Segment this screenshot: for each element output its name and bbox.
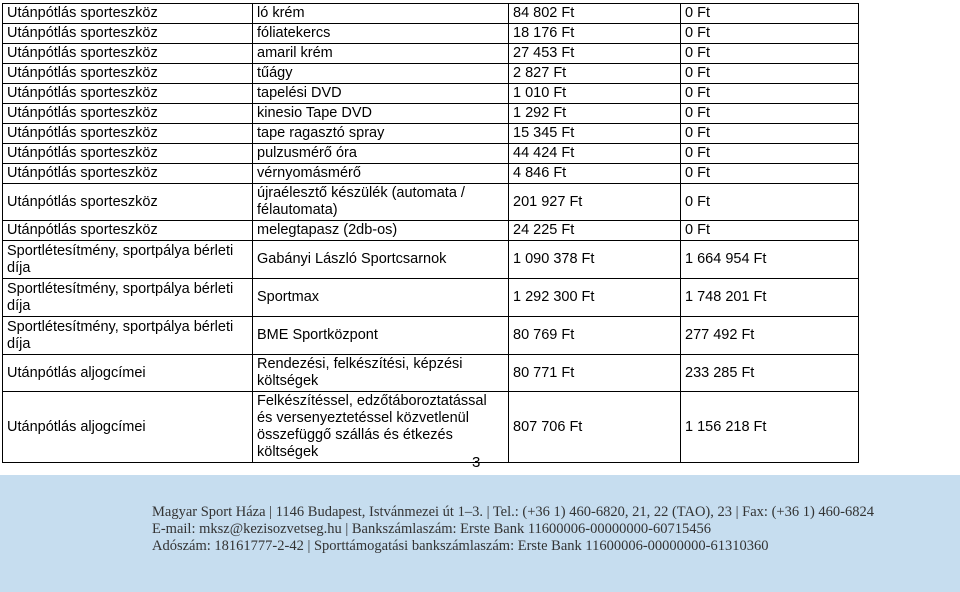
amount2-cell: 1 748 201 Ft	[681, 279, 859, 317]
item-cell: fóliatekercs	[253, 24, 509, 44]
table-row	[3, 64, 859, 84]
amount2-cell: 0 Ft	[681, 4, 859, 24]
amount1-cell: 1 292 Ft	[509, 104, 681, 124]
amount2-cell: 0 Ft	[681, 64, 859, 84]
amount1-cell: 4 846 Ft	[509, 164, 681, 184]
amount2-cell: 0 Ft	[681, 164, 859, 184]
amount1-cell: 1 292 300 Ft	[509, 279, 681, 317]
amount1-cell: 24 225 Ft	[509, 221, 681, 241]
amount2-cell: 0 Ft	[681, 221, 859, 241]
table-row	[3, 279, 859, 317]
item-cell: tape ragasztó spray	[253, 124, 509, 144]
category-cell: Utánpótlás sporteszköz	[3, 144, 253, 164]
category-cell: Utánpótlás sporteszköz	[3, 124, 253, 144]
item-cell: ló krém	[253, 4, 509, 24]
amount2-cell: 0 Ft	[681, 104, 859, 124]
budget-table	[2, 3, 859, 463]
item-cell: Sportmax	[253, 279, 509, 317]
table-row	[3, 44, 859, 64]
item-cell: Gabányi László Sportcsarnok	[253, 241, 509, 279]
category-cell: Utánpótlás sporteszköz	[3, 164, 253, 184]
category-cell: Utánpótlás sporteszköz	[3, 221, 253, 241]
table-row	[3, 355, 859, 392]
table-row	[3, 241, 859, 279]
category-cell: Utánpótlás aljogcímei	[3, 355, 253, 392]
amount2-cell: 0 Ft	[681, 44, 859, 64]
amount1-cell: 18 176 Ft	[509, 24, 681, 44]
category-cell: Utánpótlás sporteszköz	[3, 64, 253, 84]
amount1-cell: 2 827 Ft	[509, 64, 681, 84]
amount2-cell: 0 Ft	[681, 124, 859, 144]
budget-table-wrapper	[2, 3, 859, 463]
amount2-cell: 233 285 Ft	[681, 355, 859, 392]
category-cell: Sportlétesítmény, sportpálya bérleti díja	[3, 317, 253, 355]
amount2-cell: 1 664 954 Ft	[681, 241, 859, 279]
item-cell: újraélesztő készülék (automata / félautomata)	[253, 184, 509, 221]
table-row	[3, 144, 859, 164]
letterhead-footer	[0, 475, 960, 592]
table-row	[3, 124, 859, 144]
category-cell: Utánpótlás sporteszköz	[3, 84, 253, 104]
category-cell: Utánpótlás sporteszköz	[3, 4, 253, 24]
table-row	[3, 84, 859, 104]
item-cell: tűágy	[253, 64, 509, 84]
footer-tax-bank-line: Adószám: 18161777-2-42 | Sporttámogatási bankszámlaszám: Erste Bank 11600006-00000000-61310360	[152, 538, 769, 554]
amount1-cell: 1 010 Ft	[509, 84, 681, 104]
table-row	[3, 164, 859, 184]
table-row	[3, 392, 859, 463]
amount1-cell: 15 345 Ft	[509, 124, 681, 144]
amount1-cell: 80 771 Ft	[509, 355, 681, 392]
item-cell: pulzusmérő óra	[253, 144, 509, 164]
footer-email-bank-line: E-mail: mksz@kezisozvetseg.hu | Bankszámlaszám: Erste Bank 11600006-00000000-60715456	[152, 521, 711, 537]
amount1-cell: 1 090 378 Ft	[509, 241, 681, 279]
amount1-cell: 44 424 Ft	[509, 144, 681, 164]
item-cell: vérnyomásmérő	[253, 164, 509, 184]
amount1-cell: 27 453 Ft	[509, 44, 681, 64]
item-cell: Rendezési, felkészítési, képzési költségek	[253, 355, 509, 392]
category-cell: Utánpótlás aljogcímei	[3, 392, 253, 463]
table-row	[3, 4, 859, 24]
item-cell: BME Sportközpont	[253, 317, 509, 355]
amount1-cell: 807 706 Ft	[509, 392, 681, 463]
amount2-cell: 0 Ft	[681, 184, 859, 221]
category-cell: Utánpótlás sporteszköz	[3, 24, 253, 44]
amount2-cell: 0 Ft	[681, 24, 859, 44]
footer-address-line: Magyar Sport Háza | 1146 Budapest, Istvánmezei út 1–3. | Tel.: (+36 1) 460-6820, 21, 22 (TAO), 23 | Fax: (+36 1) 460-6824	[152, 504, 874, 520]
item-cell: melegtapasz (2db-os)	[253, 221, 509, 241]
page-number: 3	[472, 454, 481, 471]
item-cell: tapelési DVD	[253, 84, 509, 104]
amount1-cell: 80 769 Ft	[509, 317, 681, 355]
item-cell: kinesio Tape DVD	[253, 104, 509, 124]
table-row	[3, 184, 859, 221]
category-cell: Utánpótlás sporteszköz	[3, 104, 253, 124]
amount2-cell: 0 Ft	[681, 144, 859, 164]
amount2-cell: 0 Ft	[681, 84, 859, 104]
item-cell: amaril krém	[253, 44, 509, 64]
category-cell: Utánpótlás sporteszköz	[3, 184, 253, 221]
category-cell: Utánpótlás sporteszköz	[3, 44, 253, 64]
amount1-cell: 201 927 Ft	[509, 184, 681, 221]
table-row	[3, 104, 859, 124]
budget-table-body	[3, 4, 859, 463]
category-cell: Sportlétesítmény, sportpálya bérleti díja	[3, 279, 253, 317]
table-row	[3, 24, 859, 44]
item-cell: Felkészítéssel, edzőtáboroztatással és versenyeztetéssel közvetlenül összefüggő szállás és étkezés költségek	[253, 392, 509, 463]
table-row	[3, 317, 859, 355]
category-cell: Sportlétesítmény, sportpálya bérleti díja	[3, 241, 253, 279]
amount2-cell: 277 492 Ft	[681, 317, 859, 355]
amount1-cell: 84 802 Ft	[509, 4, 681, 24]
amount2-cell: 1 156 218 Ft	[681, 392, 859, 463]
table-row	[3, 221, 859, 241]
